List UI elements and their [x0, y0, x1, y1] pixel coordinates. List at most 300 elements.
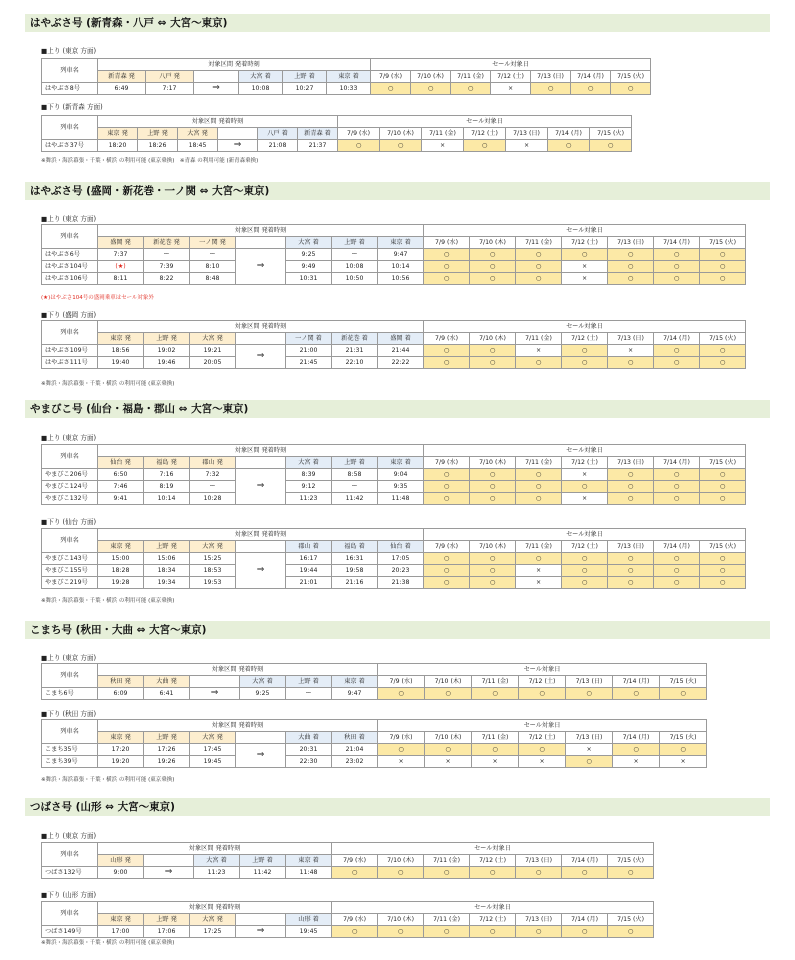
departure-time: 19:46 [144, 357, 190, 369]
sale-status: ○ [371, 83, 411, 95]
arrival-time: 11:48 [378, 493, 424, 505]
arrival-time: 22:10 [332, 357, 378, 369]
sale-status: ○ [425, 744, 472, 756]
train-column-header: 列車名 [42, 321, 98, 345]
sale-days-header: セール対象日 [332, 902, 654, 914]
departure-time: 15:00 [98, 553, 144, 565]
sale-status: ○ [562, 481, 608, 493]
arrival-time: 21:45 [286, 357, 332, 369]
arrival-time: 16:31 [332, 553, 378, 565]
direction-heading: ■上り (東京 方面) [41, 434, 97, 442]
departure-time: 17:45 [190, 744, 236, 756]
sale-date: 7/15 (火) [590, 128, 632, 140]
arrow-spacer [236, 914, 286, 926]
arrival-station: 新花巻 着 [332, 333, 378, 345]
departure-time: 18:34 [144, 565, 190, 577]
table-row [42, 577, 746, 589]
sale-date: 7/11 (金) [472, 732, 519, 744]
arrival-time: 9:35 [378, 481, 424, 493]
train-name: やまびこ219号 [42, 577, 98, 589]
sale-days-header: セール対象日 [332, 843, 654, 855]
train-name: はやぶさ106号 [42, 273, 98, 285]
sale-status: ○ [654, 357, 700, 369]
train-column-header: 列車名 [42, 843, 98, 867]
sale-date: 7/10 (木) [425, 676, 472, 688]
sale-status: ○ [424, 565, 470, 577]
arrival-time: 11:42 [332, 493, 378, 505]
exclusion-note: (★)はやぶさ104号の盛岡乗車はセール対象外 [41, 295, 154, 301]
departure-time: 19:21 [190, 345, 236, 357]
train-name: はやぶさ37号 [42, 140, 98, 152]
arrival-time: 19:45 [286, 926, 332, 938]
departure-station: 大曲 発 [144, 676, 190, 688]
departure-time: 18:45 [178, 140, 218, 152]
sale-date: 7/11 (金) [472, 676, 519, 688]
sale-status: ○ [608, 553, 654, 565]
sale-status: ○ [608, 565, 654, 577]
sale-status: × [613, 756, 660, 768]
sale-date: 7/10 (木) [380, 128, 422, 140]
direction-arrow: ⇒ [236, 469, 286, 505]
sale-status: ○ [700, 565, 746, 577]
direction-heading: ■上り (東京 方面) [41, 832, 97, 840]
sale-status: ○ [470, 481, 516, 493]
departure-time: 7:32 [190, 469, 236, 481]
sale-days-header: セール対象日 [424, 445, 746, 457]
sale-status: ○ [562, 553, 608, 565]
sale-status: ○ [566, 756, 613, 768]
train-name: こまち35号 [42, 744, 98, 756]
train-name: やまびこ124号 [42, 481, 98, 493]
sale-date: 7/13 (日) [531, 71, 571, 83]
arrival-time: 20:31 [286, 744, 332, 756]
sale-date: 7/11 (金) [451, 71, 491, 83]
sale-date: 7/12 (土) [562, 541, 608, 553]
section-title: やまびこ号 (仙台・福島・郡山 ⇔ 大宮〜東京) [25, 400, 770, 418]
section-time-header: 対象区間 発着時刻 [98, 225, 424, 237]
sale-date: 7/14 (月) [654, 333, 700, 345]
departure-time: ー [190, 249, 236, 261]
arrival-station: 上野 着 [286, 676, 332, 688]
timetable [41, 842, 654, 879]
table-row [42, 867, 654, 879]
arrival-time: 10:31 [286, 273, 332, 285]
sale-status: ○ [470, 565, 516, 577]
departure-time: 8:22 [144, 273, 190, 285]
departure-station: 新青森 発 [98, 71, 146, 83]
departure-time: 8:11 [98, 273, 144, 285]
train-name: はやぶさ109号 [42, 345, 98, 357]
sale-date: 7/10 (木) [470, 457, 516, 469]
sale-status: ○ [562, 565, 608, 577]
arrival-time: ー [286, 688, 332, 700]
sale-status: ○ [519, 688, 566, 700]
sale-status: ○ [700, 261, 746, 273]
sale-status: ○ [516, 553, 562, 565]
sale-status: ○ [470, 926, 516, 938]
sale-date: 7/9 (水) [332, 914, 378, 926]
arrival-time: 21:08 [258, 140, 298, 152]
sale-status: ○ [424, 493, 470, 505]
sale-date: 7/13 (日) [516, 914, 562, 926]
departure-station: 郡山 発 [190, 457, 236, 469]
departure-time: 18:20 [98, 140, 138, 152]
sale-date: 7/15 (火) [700, 457, 746, 469]
departure-time: 7:17 [146, 83, 194, 95]
arrival-station: 八戸 着 [258, 128, 298, 140]
arrival-station: 東京 着 [332, 676, 378, 688]
sale-date: 7/10 (木) [378, 914, 424, 926]
sale-status: × [519, 756, 566, 768]
sale-status: ○ [424, 926, 470, 938]
arrow-spacer [236, 541, 286, 553]
departure-time: ー [190, 481, 236, 493]
sale-status: ○ [378, 744, 425, 756]
arrival-time: 11:48 [286, 867, 332, 879]
sale-status: ○ [470, 553, 516, 565]
departure-station: 一ノ関 発 [190, 237, 236, 249]
sale-status: ○ [590, 140, 632, 152]
arrival-station: 東京 着 [378, 237, 424, 249]
direction-heading: ■下り (山形 方面) [41, 891, 97, 899]
train-name: やまびこ143号 [42, 553, 98, 565]
sale-status: ○ [451, 83, 491, 95]
section-time-header: 対象区間 発着時刻 [98, 902, 332, 914]
departure-station: 上野 発 [138, 128, 178, 140]
sale-status: ○ [608, 926, 654, 938]
sale-date: 7/14 (月) [548, 128, 590, 140]
sale-status: × [562, 261, 608, 273]
sale-status: ○ [464, 140, 506, 152]
section-time-header: 対象区間 発着時刻 [98, 664, 378, 676]
table-row [42, 553, 746, 565]
table-row [42, 493, 746, 505]
sale-status: ○ [654, 577, 700, 589]
sale-status: ○ [378, 867, 424, 879]
transfer-note: ※舞浜・海浜幕張・千葉・横浜 の利用可能 (東京乗換) [41, 777, 175, 783]
departure-time: 8:48 [190, 273, 236, 285]
sale-status: ○ [516, 926, 562, 938]
departure-time: 18:56 [98, 345, 144, 357]
departure-time: 6:50 [98, 469, 144, 481]
section-title: つばさ号 (山形 ⇔ 大宮〜東京) [25, 798, 770, 816]
sale-status: ○ [613, 744, 660, 756]
sale-status: × [378, 756, 425, 768]
departure-station: 東京 発 [98, 732, 144, 744]
sale-date: 7/15 (火) [700, 237, 746, 249]
sale-status: × [566, 744, 613, 756]
table-row [42, 926, 654, 938]
section-title: はやぶさ号 (新青森・八戸 ⇔ 大宮〜東京) [25, 14, 770, 32]
sale-status: × [516, 577, 562, 589]
departure-time: 17:06 [144, 926, 190, 938]
sale-status: ○ [562, 345, 608, 357]
sale-status: ○ [700, 577, 746, 589]
train-name: はやぶさ8号 [42, 83, 98, 95]
arrival-station: 大曲 着 [286, 732, 332, 744]
departure-time: 19:53 [190, 577, 236, 589]
sale-status: ○ [516, 357, 562, 369]
departure-station: 東京 発 [98, 914, 144, 926]
sale-date: 7/15 (火) [700, 333, 746, 345]
arrival-time: ー [332, 481, 378, 493]
sale-days-header: セール対象日 [371, 59, 651, 71]
sale-date: 7/14 (月) [562, 855, 608, 867]
arrival-time: 21:01 [286, 577, 332, 589]
departure-station: 新花巻 発 [144, 237, 190, 249]
arrival-time: 10:50 [332, 273, 378, 285]
sale-date: 7/15 (火) [608, 855, 654, 867]
sale-date: 7/12 (土) [464, 128, 506, 140]
sale-status: × [472, 756, 519, 768]
sale-status: ○ [424, 357, 470, 369]
train-name: つばさ149号 [42, 926, 98, 938]
arrival-station: 大宮 着 [286, 237, 332, 249]
sale-status: × [660, 756, 707, 768]
departure-time: 6:41 [144, 688, 190, 700]
section-time-header: 対象区間 発着時刻 [98, 445, 424, 457]
sale-status: × [516, 345, 562, 357]
arrival-time: 10:14 [378, 261, 424, 273]
sale-status: ○ [470, 273, 516, 285]
departure-time: 19:02 [144, 345, 190, 357]
sale-status: ○ [608, 867, 654, 879]
train-column-header: 列車名 [42, 902, 98, 926]
sale-date: 7/10 (木) [425, 732, 472, 744]
train-name: つばさ132号 [42, 867, 98, 879]
departure-time: 15:06 [144, 553, 190, 565]
train-column-header: 列車名 [42, 720, 98, 744]
arrival-station: 大宮 着 [194, 855, 240, 867]
arrival-station: 上野 着 [332, 237, 378, 249]
departure-time: 19:40 [98, 357, 144, 369]
sale-status: ○ [608, 357, 654, 369]
sale-date: 7/15 (火) [608, 914, 654, 926]
departure-time: 8:10 [190, 261, 236, 273]
departure-time: 9:41 [98, 493, 144, 505]
sale-status: ○ [332, 867, 378, 879]
sale-status: ○ [562, 357, 608, 369]
departure-time: 6:09 [98, 688, 144, 700]
train-name: こまち6号 [42, 688, 98, 700]
section-title: こまち号 (秋田・大曲 ⇔ 大宮〜東京) [25, 621, 770, 639]
sale-status: × [562, 469, 608, 481]
sale-status: ○ [516, 867, 562, 879]
arrival-time: 10:33 [327, 83, 371, 95]
train-column-header: 列車名 [42, 225, 98, 249]
sale-date: 7/9 (水) [371, 71, 411, 83]
departure-time: 19:34 [144, 577, 190, 589]
sale-date: 7/10 (木) [470, 541, 516, 553]
arrival-time: 22:30 [286, 756, 332, 768]
sale-date: 7/10 (木) [470, 237, 516, 249]
sale-status: ○ [516, 261, 562, 273]
sale-date: 7/9 (水) [378, 676, 425, 688]
sale-days-header: セール対象日 [338, 116, 632, 128]
departure-station: 大宮 発 [178, 128, 218, 140]
sale-date: 7/13 (日) [608, 237, 654, 249]
departure-station: 上野 発 [144, 541, 190, 553]
timetable [41, 719, 707, 768]
timetable [41, 528, 746, 589]
arrival-time: 9:47 [378, 249, 424, 261]
sale-status: × [425, 756, 472, 768]
sale-status: ○ [424, 345, 470, 357]
sale-status: ○ [424, 469, 470, 481]
departure-time: 8:19 [144, 481, 190, 493]
sale-date: 7/10 (木) [411, 71, 451, 83]
arrival-station: 一ノ関 着 [286, 333, 332, 345]
arrival-time: 10:08 [332, 261, 378, 273]
departure-station: 福島 発 [144, 457, 190, 469]
departure-station: 上野 発 [144, 732, 190, 744]
arrival-time: 11:42 [240, 867, 286, 879]
sale-status: ○ [470, 357, 516, 369]
sale-status: ○ [548, 140, 590, 152]
arrival-time: 10:08 [239, 83, 283, 95]
sale-status: ○ [470, 249, 516, 261]
table-row [42, 345, 746, 357]
sale-status: ○ [562, 867, 608, 879]
arrival-time: 19:44 [286, 565, 332, 577]
sale-date: 7/15 (火) [660, 676, 707, 688]
sale-status: ○ [608, 249, 654, 261]
arrival-station: 東京 着 [286, 855, 332, 867]
direction-heading: ■下り (盛岡 方面) [41, 311, 97, 319]
train-name: やまびこ206号 [42, 469, 98, 481]
departure-time: (★) [98, 261, 144, 273]
transfer-note: ※舞浜・海浜幕張・千葉・横浜 の利用可能 (東京乗換) ※青森 の利用可能 (新青森乗換) [41, 158, 259, 164]
arrival-time: 8:39 [286, 469, 332, 481]
arrow-spacer [218, 128, 258, 140]
arrival-time: 16:17 [286, 553, 332, 565]
departure-time: 17:26 [144, 744, 190, 756]
sale-date: 7/14 (月) [562, 914, 608, 926]
section-time-header: 対象区間 発着時刻 [98, 720, 378, 732]
table-row [42, 469, 746, 481]
arrival-time: 10:27 [283, 83, 327, 95]
departure-time: 9:00 [98, 867, 144, 879]
train-name: はやぶさ104号 [42, 261, 98, 273]
arrival-time: 22:22 [378, 357, 424, 369]
sale-status: × [491, 83, 531, 95]
train-column-header: 列車名 [42, 445, 98, 469]
sale-date: 7/14 (月) [613, 676, 660, 688]
departure-time: 7:37 [98, 249, 144, 261]
arrival-time: 9:49 [286, 261, 332, 273]
arrow-spacer [236, 333, 286, 345]
departure-station: 大宮 発 [190, 333, 236, 345]
departure-time: 18:26 [138, 140, 178, 152]
sale-date: 7/15 (火) [700, 541, 746, 553]
direction-arrow: ⇒ [194, 83, 239, 95]
sale-date: 7/13 (日) [566, 676, 613, 688]
sale-status: ○ [654, 249, 700, 261]
sale-status: ○ [562, 926, 608, 938]
departure-station: 仙台 発 [98, 457, 144, 469]
sale-status: ○ [654, 345, 700, 357]
departure-time: 18:28 [98, 565, 144, 577]
timetable [41, 663, 707, 700]
sale-date: 7/12 (土) [470, 914, 516, 926]
table-row [42, 249, 746, 261]
sale-date: 7/9 (水) [332, 855, 378, 867]
timetable [41, 320, 746, 369]
sale-date: 7/9 (水) [378, 732, 425, 744]
sale-status: ○ [562, 577, 608, 589]
departure-station: 山形 発 [98, 855, 144, 867]
sale-status: ○ [608, 493, 654, 505]
sale-status: ○ [516, 249, 562, 261]
direction-arrow: ⇒ [236, 926, 286, 938]
departure-station: 東京 発 [98, 541, 144, 553]
sale-status: ○ [472, 744, 519, 756]
sale-status: ○ [470, 867, 516, 879]
table-row [42, 261, 746, 273]
sale-date: 7/9 (水) [424, 333, 470, 345]
table-row [42, 688, 707, 700]
direction-arrow: ⇒ [218, 140, 258, 152]
timetable [41, 444, 746, 505]
section-title: はやぶさ号 (盛岡・新花巻・一ノ関 ⇔ 大宮〜東京) [25, 182, 770, 200]
sale-status: ○ [700, 357, 746, 369]
arrival-time: 9:04 [378, 469, 424, 481]
departure-time: 19:20 [98, 756, 144, 768]
direction-heading: ■上り (東京 方面) [41, 215, 97, 223]
arrival-station: 新青森 着 [298, 128, 338, 140]
sale-date: 7/11 (金) [422, 128, 464, 140]
sale-status: ○ [424, 249, 470, 261]
sale-status: ○ [424, 553, 470, 565]
departure-time: 17:25 [190, 926, 236, 938]
sale-date: 7/11 (金) [516, 237, 562, 249]
departure-time: 10:14 [144, 493, 190, 505]
arrival-time: 21:44 [378, 345, 424, 357]
sale-status: ○ [424, 261, 470, 273]
arrival-station: 上野 着 [240, 855, 286, 867]
sale-date: 7/10 (木) [378, 855, 424, 867]
arrival-time: 10:56 [378, 273, 424, 285]
arrow-spacer [190, 676, 240, 688]
sale-date: 7/14 (月) [654, 541, 700, 553]
section-time-header: 対象区間 発着時刻 [98, 843, 332, 855]
sale-status: ○ [700, 469, 746, 481]
sale-date: 7/12 (土) [562, 333, 608, 345]
sale-status: ○ [611, 83, 651, 95]
sale-status: ○ [613, 688, 660, 700]
sale-date: 7/15 (火) [611, 71, 651, 83]
sale-status: × [562, 273, 608, 285]
table-row [42, 565, 746, 577]
arrival-time: 9:47 [332, 688, 378, 700]
section-time-header: 対象区間 発着時刻 [98, 116, 338, 128]
sale-status: ○ [700, 493, 746, 505]
sale-status: ○ [378, 688, 425, 700]
sale-date: 7/12 (土) [562, 457, 608, 469]
sale-status: ○ [519, 744, 566, 756]
departure-time: 7:39 [144, 261, 190, 273]
sale-status: ○ [470, 469, 516, 481]
timetable [41, 901, 654, 938]
arrival-time: 19:58 [332, 565, 378, 577]
departure-station: 東京 発 [98, 333, 144, 345]
sale-date: 7/14 (月) [654, 457, 700, 469]
arrival-station: 福島 着 [332, 541, 378, 553]
sale-date: 7/13 (日) [506, 128, 548, 140]
arrival-station: 盛岡 着 [378, 333, 424, 345]
sale-status: ○ [516, 273, 562, 285]
departure-time: ー [144, 249, 190, 261]
